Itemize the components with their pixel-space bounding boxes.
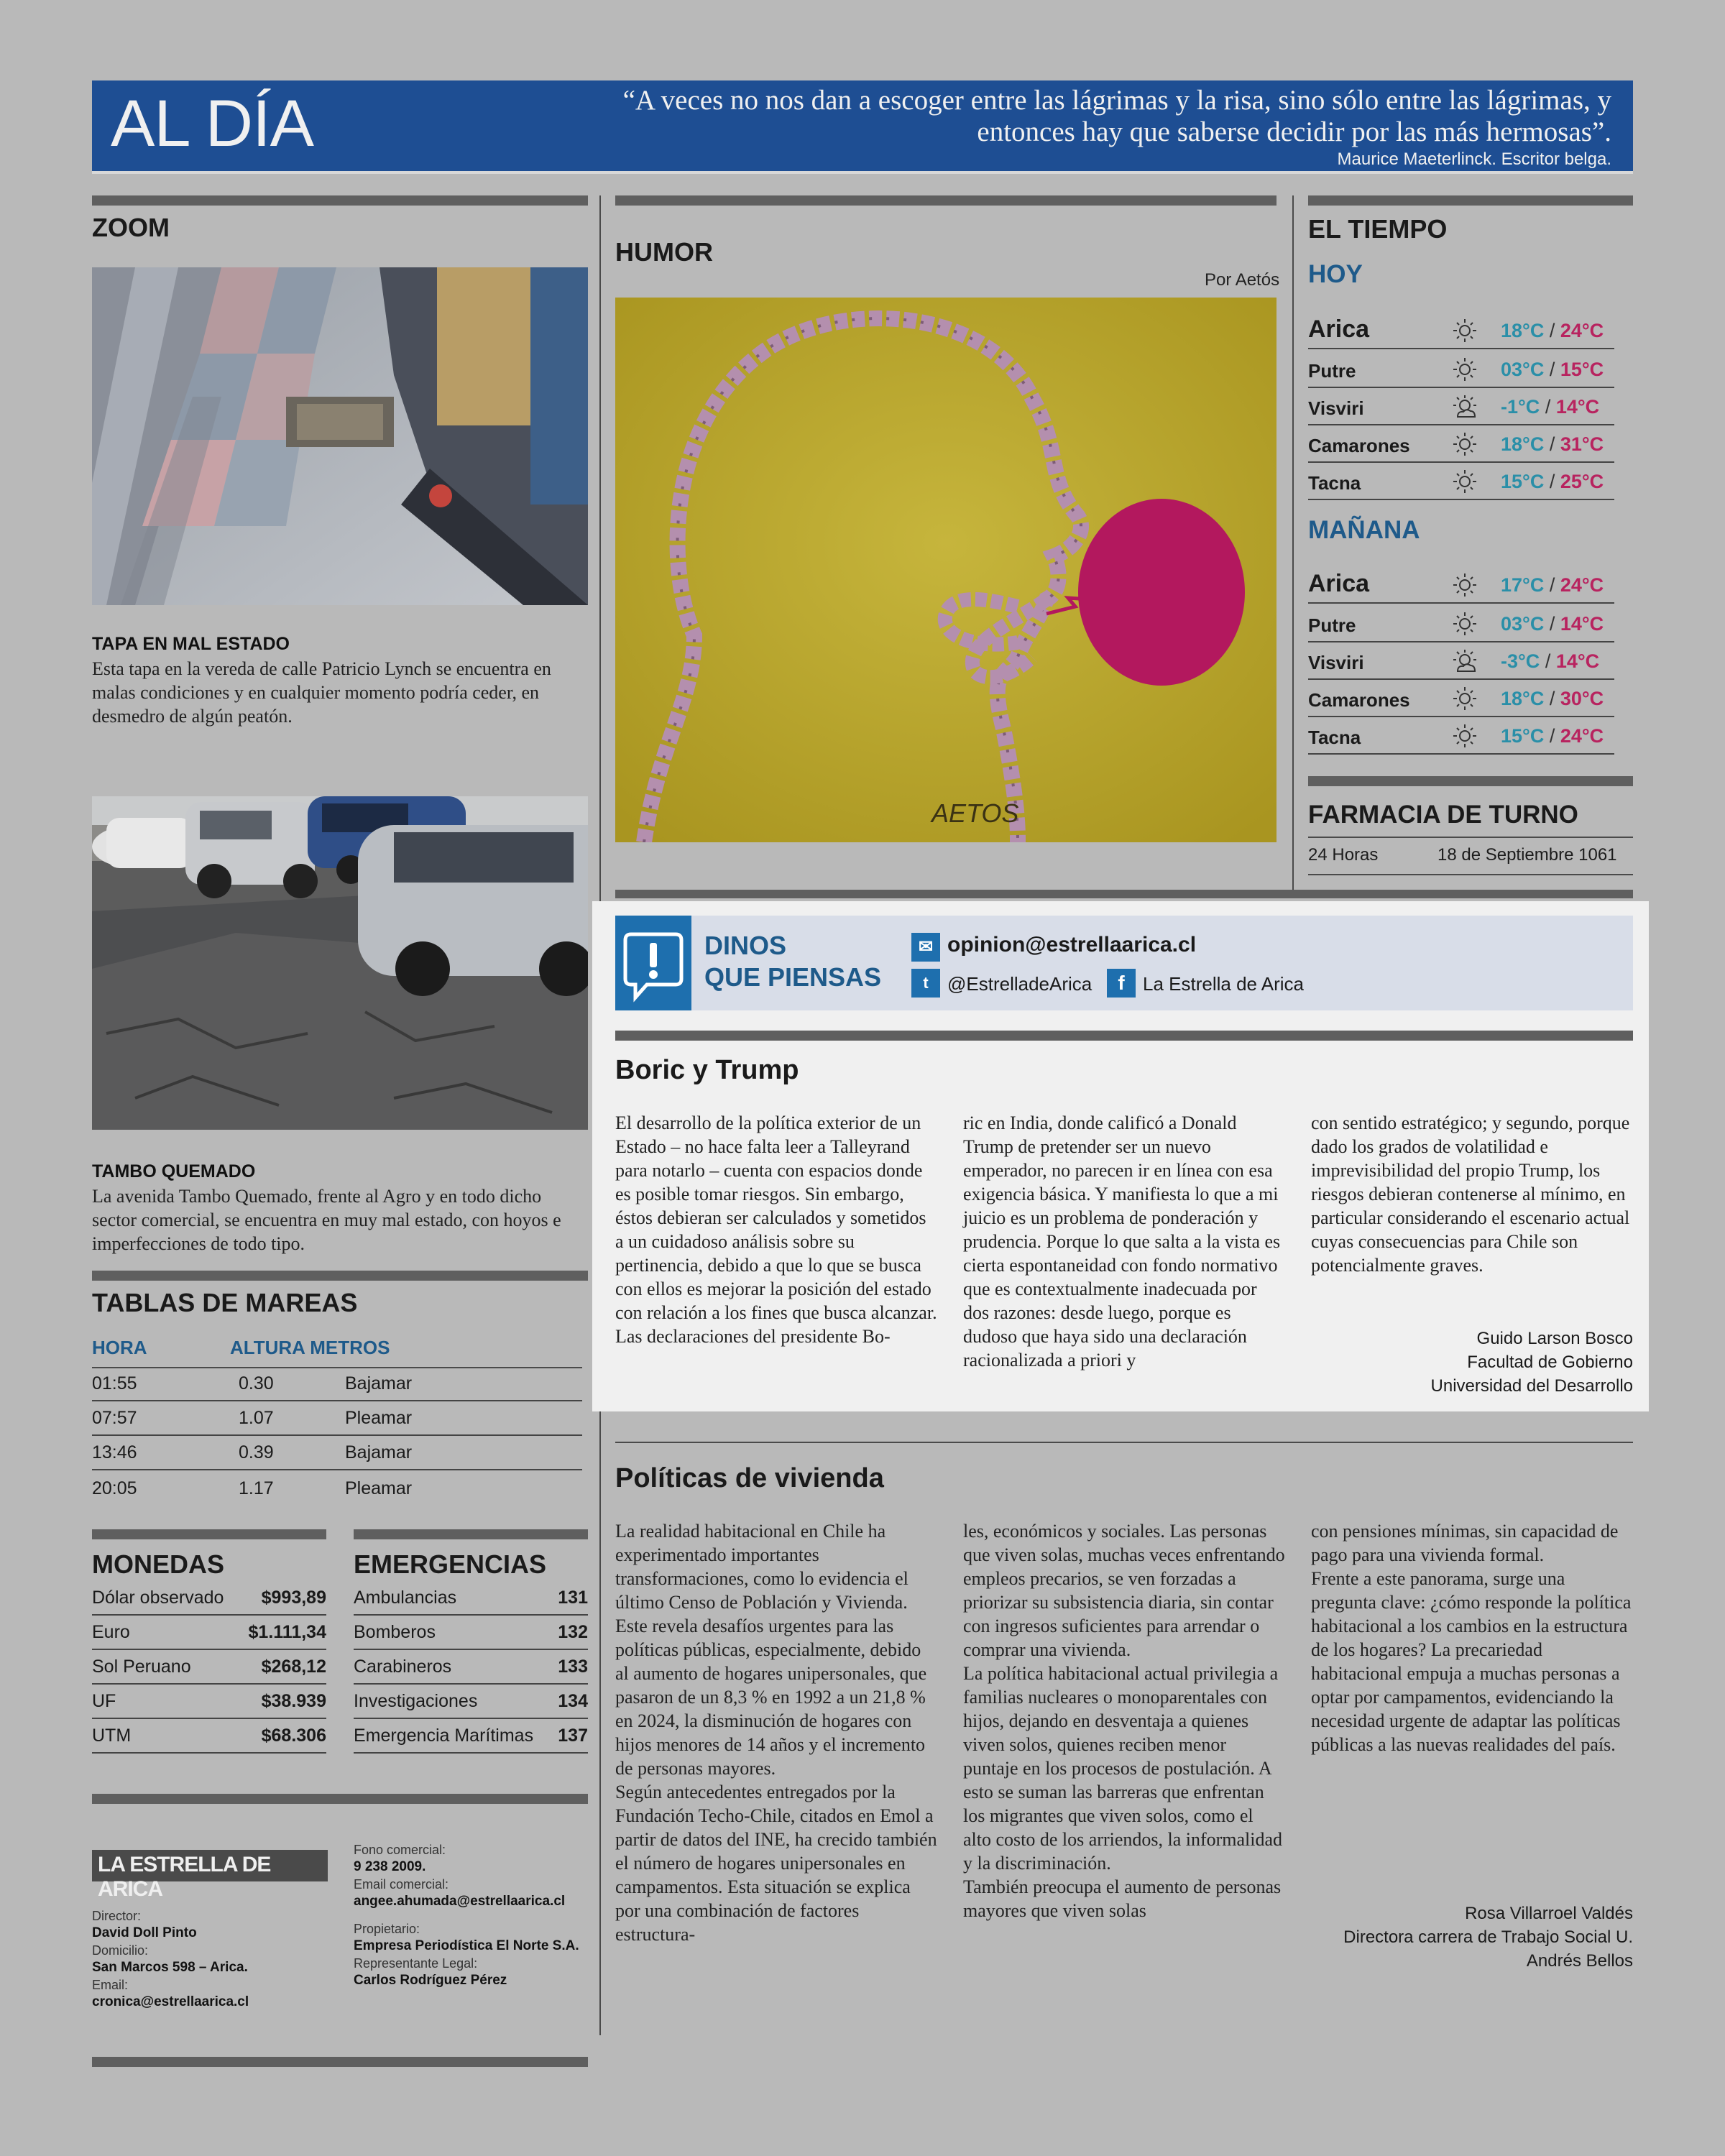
weather-row: Camarones 18°C / 30°C <box>1308 681 1614 717</box>
table-rule <box>1308 837 1633 838</box>
caption-text: Esta tapa en la vereda de calle Patricio Lynch se encuentra en malas condiciones y en cualquier momento podría ceder, en desmedro de algún peatón. <box>92 658 551 727</box>
emergency-name: Ambulancias <box>354 1588 457 1608</box>
weather-city: Putre <box>1308 360 1356 382</box>
twitter-icon: t <box>911 969 940 998</box>
table-row <box>92 1368 582 1401</box>
section-rule <box>92 195 588 206</box>
opinion-email-link[interactable]: opinion@estrellaarica.cl <box>947 933 1197 957</box>
temp-min: 03°C <box>1501 359 1545 380</box>
letter-column: con pensiones mínimas, sin capacidad de pago para una vivienda formal. Frente a este panorama, surge una pregunta clave: ¿cómo responde la política habitacional a los cambios en la estructura de los hogares? La precariedad habitacional empuja a muchas personas a optar por campamentos, evidenciando la necesidad urgente de adaptar las políticas públicas a las nuevas realidades del país. <box>1311 1521 1632 1755</box>
weather-row: Putre 03°C / 14°C <box>1308 607 1614 642</box>
credits-right <box>354 1841 591 1989</box>
credit-value: angee.ahumada@estrellaarica.cl <box>354 1894 566 1909</box>
section-rule <box>615 890 1633 898</box>
humor-cartoon <box>615 298 1276 842</box>
credit-value: David Doll Pinto <box>92 1925 197 1940</box>
table-row <box>92 1617 326 1650</box>
letter-title: Políticas de vivienda <box>615 1463 884 1493</box>
letter-affiliation: Universidad del Desarrollo <box>1430 1376 1633 1396</box>
tide-type: Pleamar <box>345 1478 413 1498</box>
temp-max: 30°C <box>1560 688 1604 709</box>
letter-author: Guido Larson Bosco <box>1476 1329 1633 1348</box>
tides-title: TABLAS DE MAREAS <box>92 1288 358 1317</box>
weather-today-label: HOY <box>1308 260 1363 288</box>
letter-column: ric en India, donde calificó a Donald Trump de pretender ser un nuevo emperador, no parecen ir en línea con esa exigencia básica. Y manifiesta lo que a mi juicio es un problema de ponderación y prudencia. Porque lo que salta a la vista es cierta espontaneidad con fondo normativo que es contextualmente inadecuada por dos razones: desde luego, porque es dudoso que haya sido una declaración racionalizada a priori y <box>963 1112 1281 1370</box>
header-quote: “A veces no nos dan a escoger entre las lágrimas y la risa, sino sólo entre las lágrimas, y entonces hay que saberse decidir por las más hermosas”. <box>622 85 1611 147</box>
emergency-name: Investigaciones <box>354 1691 478 1711</box>
weather-city: Putre <box>1308 614 1356 636</box>
temp-min: 18°C <box>1501 433 1545 455</box>
credits-left <box>92 1907 329 2011</box>
table-row <box>92 1720 326 1754</box>
credit-value: Empresa Periodística El Norte S.A. <box>354 1938 579 1953</box>
temp-max: 24°C <box>1560 320 1604 341</box>
table-row <box>92 1437 582 1470</box>
section-rule <box>615 195 1276 206</box>
emergency-name: Carabineros <box>354 1657 452 1677</box>
table-row <box>354 1583 588 1616</box>
letter-column: El desarrollo de la política exterior de un Estado – no hace falta leer a Talleyrand para notarlo – cuenta con espacios donde es posible tomar riesgos. Sin embargo, éstos debieran ser calculados y sometidos a un cuidadoso análisis sobre su pertinencia, debido a que lo que se busca con ellos es mejorar la posición del estado con relación a los fines que busca alcanzar. Las declaraciones del presidente Bo- <box>615 1112 937 1347</box>
weather-city: Camarones <box>1308 689 1410 711</box>
letter-column: con sentido estratégico; y segundo, porque dado los grados de volatilidad e imprevisibilidad del propio Trump, los riesgos debieran contenerse al mínimo, en particular considerando el escenario actual cuyas consecuencias para Chile son potencialmente graves. <box>1311 1112 1630 1276</box>
twitter-link[interactable]: @EstrelladeArica <box>947 973 1092 995</box>
tides-col-hour: HORA <box>92 1337 147 1358</box>
table-row <box>354 1651 588 1685</box>
weather-city: Visviri <box>1308 652 1364 673</box>
weather-row: Arica 17°C / 24°C <box>1308 563 1614 604</box>
table-row <box>92 1686 326 1719</box>
photo-street <box>92 796 588 1130</box>
tide-height: 1.07 <box>239 1408 274 1428</box>
temp-max: 14°C <box>1560 613 1604 635</box>
tide-type: Pleamar <box>345 1408 413 1428</box>
emergency-number: 133 <box>558 1657 588 1677</box>
mail-icon: ✉ <box>911 933 940 962</box>
weather-row: Tacna 15°C / 25°C <box>1308 464 1614 500</box>
pharmacy-hours: 24 Horas <box>1308 845 1379 865</box>
currency-value: $38.939 <box>261 1691 326 1711</box>
letter-affiliation: Andrés Bellos <box>1526 1951 1633 1971</box>
weather-city: Tacna <box>1308 727 1361 748</box>
caption-title: TAMBO QUEMADO <box>92 1161 256 1181</box>
weather-row: Camarones 18°C / 31°C <box>1308 427 1614 463</box>
emergency-number: 132 <box>558 1622 588 1642</box>
temp-max: 14°C <box>1555 396 1600 418</box>
section-header <box>92 80 1633 174</box>
temp-max: 25°C <box>1560 471 1604 492</box>
weather-city: Visviri <box>1308 397 1364 419</box>
credit-value: 9 238 2009. <box>354 1859 426 1874</box>
caption-title: TAPA EN MAL ESTADO <box>92 634 290 654</box>
sun-icon <box>1452 686 1478 711</box>
currency-value: $1.111,34 <box>248 1622 326 1642</box>
section-rule <box>1308 195 1633 206</box>
letter-author: Rosa Villarroel Valdés <box>1465 1904 1633 1923</box>
currency-name: UTM <box>92 1726 132 1746</box>
temp-min: 03°C <box>1501 613 1545 635</box>
currency-value: $268,12 <box>261 1657 326 1677</box>
sun-icon <box>1452 356 1478 382</box>
credit-value: San Marcos 598 – Arica. <box>92 1960 248 1975</box>
weather-row: Tacna 15°C / 24°C <box>1308 719 1614 755</box>
sun-icon <box>1452 723 1478 749</box>
alert-icon <box>615 916 691 1010</box>
tides-col-height: ALTURA METROS <box>230 1337 390 1358</box>
emergency-title: EMERGENCIAS <box>354 1549 547 1579</box>
column-divider <box>1292 195 1294 891</box>
temp-min: -1°C <box>1501 396 1540 418</box>
weather-row: Arica 18°C / 24°C <box>1308 309 1614 349</box>
tide-hour: 01:55 <box>92 1373 137 1393</box>
temp-max: 15°C <box>1560 359 1604 380</box>
letter-signature <box>1431 1327 1633 1398</box>
contact-bar <box>615 916 1633 1010</box>
sun-icon <box>1452 318 1478 344</box>
letter-affiliation: Directora carrera de Trabajo Social U. <box>1343 1927 1633 1947</box>
section-rule <box>92 2057 588 2067</box>
table-row <box>354 1686 588 1719</box>
temp-max: 14°C <box>1555 650 1600 672</box>
currency-title: MONEDAS <box>92 1549 225 1579</box>
letter-affiliation: Facultad de Gobierno <box>1467 1353 1633 1372</box>
cartoon-signature: AETOS <box>932 798 1019 828</box>
table-row <box>354 1617 588 1650</box>
temp-max: 31°C <box>1560 433 1604 455</box>
letter-title: Boric y Trump <box>615 1055 799 1085</box>
table-row <box>92 1472 582 1505</box>
currency-name: Euro <box>92 1622 130 1642</box>
credit-value: cronica@estrellaarica.cl <box>92 1994 249 2009</box>
weather-city: Tacna <box>1308 472 1361 494</box>
currency-name: UF <box>92 1691 116 1711</box>
weather-city: Camarones <box>1308 435 1410 456</box>
tide-hour: 13:46 <box>92 1442 137 1462</box>
cartoon-byline: Por Aetós <box>1205 270 1280 290</box>
tide-height: 0.30 <box>239 1373 274 1393</box>
temp-max: 24°C <box>1560 574 1604 596</box>
section-rule <box>92 1271 588 1281</box>
humor-title: HUMOR <box>615 237 713 267</box>
facebook-link[interactable]: La Estrella de Arica <box>1143 973 1305 995</box>
emergency-number: 134 <box>558 1691 588 1711</box>
temp-max: 24°C <box>1560 725 1604 747</box>
sun-icon <box>1452 572 1478 598</box>
emergency-name: Bomberos <box>354 1622 436 1642</box>
temp-min: 18°C <box>1501 688 1545 709</box>
tide-hour: 07:57 <box>92 1408 137 1428</box>
facebook-icon: f <box>1107 969 1136 998</box>
currency-name: Sol Peruano <box>92 1657 191 1677</box>
weather-tomorrow-label: MAÑANA <box>1308 516 1420 544</box>
quote-author: Maurice Maeterlinck. Escritor belga. <box>1337 149 1611 169</box>
temp-min: 17°C <box>1501 574 1545 596</box>
emergency-number: 131 <box>558 1588 588 1608</box>
emergency-name: Emergencia Marítimas <box>354 1726 534 1746</box>
credit-label: Fono comercial: <box>354 1843 446 1857</box>
table-row <box>354 1720 588 1754</box>
contact-title-line2: QUE PIENSAS <box>704 962 882 992</box>
contact-title-line1: DINOS <box>704 931 787 960</box>
credit-label: Email: <box>92 1978 129 1992</box>
letter-column: les, económicos y sociales. Las personas que viven solas, muchas veces enfrentando empleos precarios, se ven forzadas a priorizar su subsistencia diaria, sin contar con ingresos suficientes para arrendar o comprar una vivienda. La política habitacional actual privilegia a familias nucleares o monoparentales con hijos, dejando en desventaja a quienes viven solos, quienes reciben menor puntaje en los procesos de postulación. A esto se suman las barreras que enfrentan los migrantes que viven solos, como el alto costo de los arriendos, la informalidad y la discriminación. También preocupa el aumento de personas mayores que viven solas <box>963 1521 1285 1921</box>
temp-min: 18°C <box>1501 320 1545 341</box>
weather-city: Arica <box>1308 315 1370 343</box>
letter-signature <box>1343 1902 1633 1973</box>
partly-sunny-icon <box>1452 648 1478 674</box>
tide-height: 1.17 <box>239 1478 274 1498</box>
temp-min: -3°C <box>1501 650 1540 672</box>
weather-city: Arica <box>1308 570 1370 597</box>
table-row <box>92 1403 582 1436</box>
sun-icon <box>1452 431 1478 457</box>
tide-height: 0.39 <box>239 1442 274 1462</box>
section-rule <box>92 1794 588 1804</box>
emergency-number: 137 <box>558 1726 588 1746</box>
pharmacy-title: FARMACIA DE TURNO <box>1308 801 1578 829</box>
credit-label: Email comercial: <box>354 1877 449 1892</box>
zoom-title: ZOOM <box>92 213 170 242</box>
credit-label: Director: <box>92 1909 142 1923</box>
credit-value: Carlos Rodríguez Pérez <box>354 1973 507 1988</box>
letter-column: La realidad habitacional en Chile ha experimentado importantes transformaciones, como lo evidencia el último Censo de Población y Vivienda. Este revela desafíos urgentes para las políticas públicas, especialmente, debido al aumento de hogares unipersonales, que pasaron de un 8,3 % en 1992 a un 21,8 % en 2024, la disminución de hogares con hijos menores de 14 años y el incremento de personas mayores. Según antecedentes entregados por la Fundación Techo-Chile, citados en Emol a partir de datos del INE, ha crecido también el número de hogares unipersonales en campamentos. Esta situación se explica por una combinación de factores estructura- <box>615 1521 937 1945</box>
caption-text: La avenida Tambo Quemado, frente al Agro y en todo dicho sector comercial, se encuentra en muy mal estado, con hoyos e imperfecciones de todo tipo. <box>92 1186 561 1254</box>
temp-min: 15°C <box>1501 471 1545 492</box>
tide-hour: 20:05 <box>92 1478 137 1498</box>
table-rule <box>1308 874 1633 875</box>
section-rule <box>354 1529 588 1539</box>
section-rule <box>1308 776 1633 786</box>
weather-title: EL TIEMPO <box>1308 214 1448 244</box>
currency-value: $68.306 <box>261 1726 326 1746</box>
temp-min: 15°C <box>1501 725 1545 747</box>
currency-name: Dólar observado <box>92 1588 224 1608</box>
currency-value: $993,89 <box>261 1588 326 1608</box>
section-rule <box>615 1031 1633 1041</box>
photo-sidewalk <box>92 267 588 605</box>
weather-row: Visviri -1°C / 14°C <box>1308 390 1614 425</box>
credit-label: Domicilio: <box>92 1943 149 1958</box>
sun-icon <box>1452 469 1478 494</box>
tide-type: Bajamar <box>345 1442 413 1462</box>
table-rule <box>615 1442 1633 1443</box>
section-rule <box>92 1529 326 1539</box>
credit-label: Representante Legal: <box>354 1956 478 1971</box>
tide-type: Bajamar <box>345 1373 413 1393</box>
table-row <box>92 1583 326 1616</box>
newspaper-logo: LA ESTRELLA DE ARICA <box>92 1850 328 1881</box>
sun-icon <box>1452 611 1478 637</box>
partly-sunny-icon <box>1452 394 1478 420</box>
credit-label: Propietario: <box>354 1922 420 1936</box>
weather-row: Visviri -3°C / 14°C <box>1308 644 1614 680</box>
section-name: AL DÍA <box>111 87 314 160</box>
table-row <box>92 1651 326 1685</box>
pharmacy-address: 18 de Septiembre 1061 <box>1438 845 1617 865</box>
weather-row: Putre 03°C / 15°C <box>1308 352 1614 388</box>
